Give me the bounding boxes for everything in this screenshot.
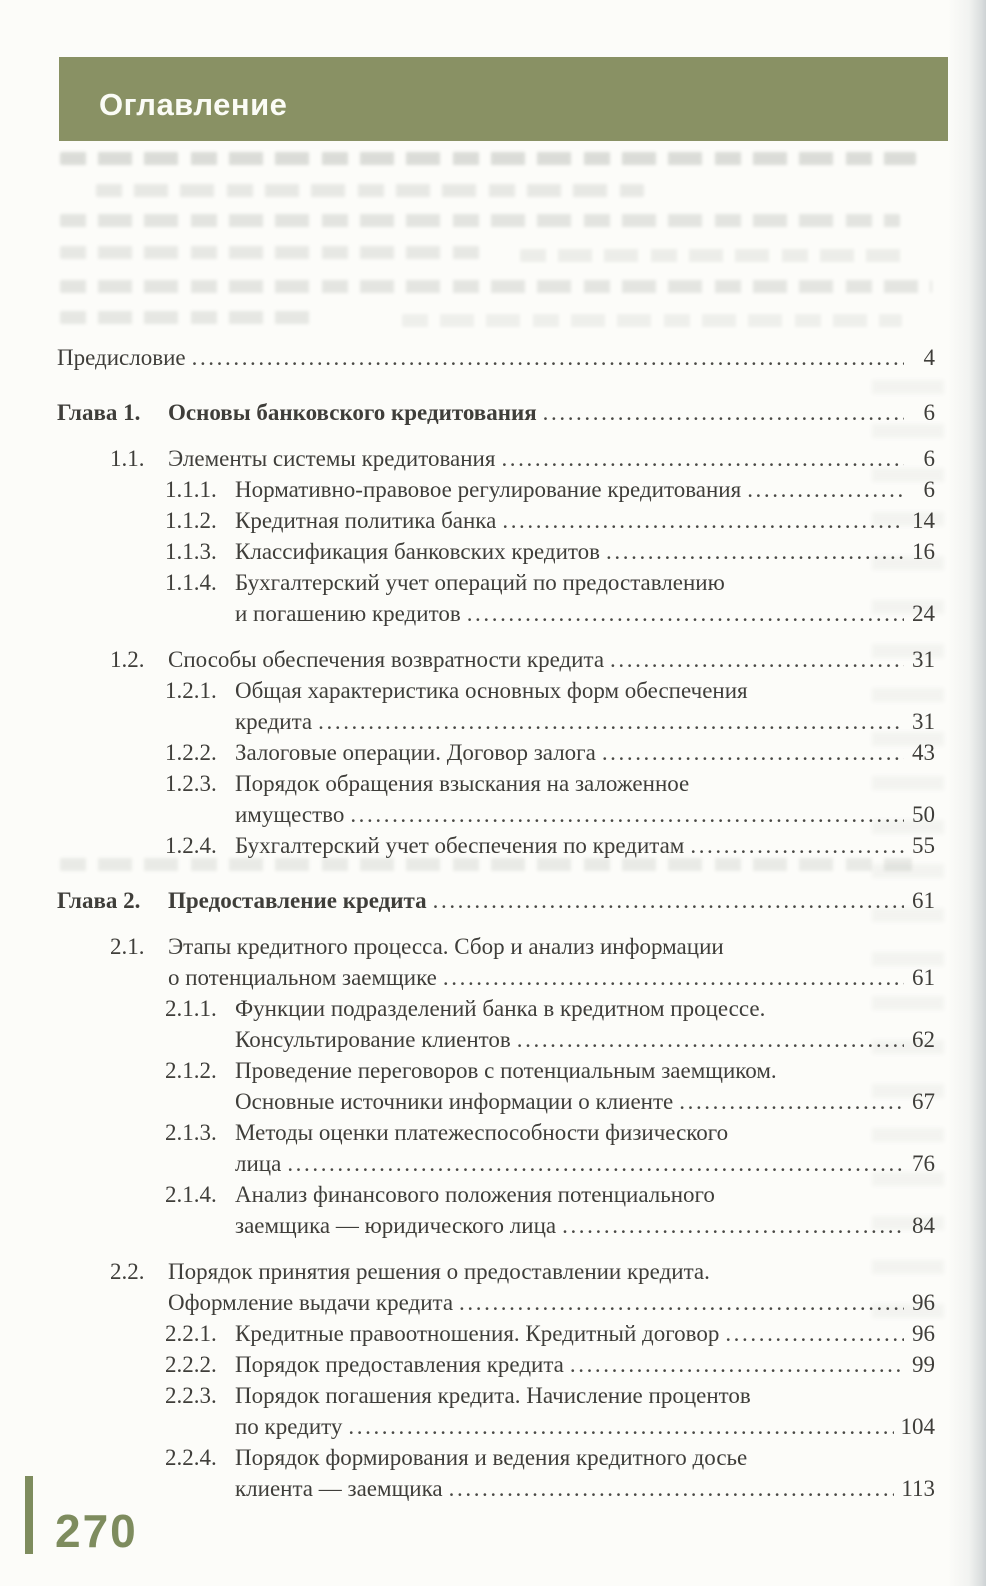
toc-entry-title: Порядок погашения кредита. Начисление процентов: [235, 1383, 751, 1408]
toc-line: [235, 1210, 935, 1241]
toc-page-number: 50: [912, 802, 935, 827]
toc-leader-dots: [459, 1287, 904, 1318]
toc-page-number: 6: [923, 446, 935, 471]
toc-entry-number: 1.1.2.: [165, 508, 217, 533]
toc-line: [235, 1473, 935, 1504]
toc-entry: [57, 1442, 935, 1504]
page-number: 270: [55, 1505, 138, 1557]
bleedthrough-line: [520, 249, 910, 262]
toc-entry-number: 2.2.3.: [165, 1383, 217, 1408]
toc-line: [235, 1411, 935, 1442]
toc-entry-title: Классификация банковских кредитов: [235, 539, 601, 564]
footer-accent-bar: [25, 1476, 33, 1554]
toc-leader-dots: [318, 706, 904, 737]
toc-leader-dots: [501, 443, 904, 474]
toc-entry: [57, 567, 935, 629]
toc-entry-title: Кредитная политика банка: [235, 508, 497, 533]
toc-line: [235, 993, 935, 1024]
toc-entry-title: кредита: [235, 709, 313, 734]
toc-entry-number: 2.2.4.: [165, 1445, 217, 1470]
toc-leader-dots: [287, 1148, 904, 1179]
toc-entry-title: о потенциальном заемщике: [168, 965, 437, 990]
toc-line: [168, 443, 935, 474]
toc-page-number: 62: [912, 1027, 935, 1052]
toc-leader-dots: [502, 505, 904, 536]
toc-line: [235, 706, 935, 737]
page-title: Оглавление: [99, 87, 288, 122]
toc-leader-dots: [467, 598, 904, 629]
toc-entry: [57, 768, 935, 830]
bleedthrough-line: [96, 184, 644, 197]
toc-entry-number: 2.1.1.: [165, 996, 217, 1021]
toc-entry-title: и погашению кредитов: [235, 601, 461, 626]
toc-line: [235, 830, 935, 861]
toc-line: [235, 598, 935, 629]
toc-entry-number: 2.1.2.: [165, 1058, 217, 1083]
toc-entry-number: 2.1.3.: [165, 1120, 217, 1145]
toc-line: [235, 1024, 935, 1055]
toc-line: [235, 567, 935, 598]
toc-entry: [57, 443, 935, 474]
toc-leader-dots: [348, 1411, 893, 1442]
toc-entry-number: 1.1.3.: [165, 539, 217, 564]
toc-entry: [57, 1179, 935, 1241]
toc-leader-dots: [517, 1024, 904, 1055]
bleedthrough-line: [60, 280, 932, 293]
toc-page-number: 99: [912, 1352, 935, 1377]
toc-entry-number: 2.2.: [110, 1259, 145, 1284]
toc-entry-title: Элементы системы кредитования: [168, 446, 496, 471]
toc-entry-title: лица: [235, 1151, 282, 1176]
toc-entry: [57, 675, 935, 737]
toc-entry-title: Анализ финансового положения потенциального: [235, 1182, 715, 1207]
toc-entry-title: Общая характеристика основных форм обеспечения: [235, 678, 748, 703]
toc-entry-number: Глава 2.: [57, 888, 141, 913]
page-edge-shadow: [948, 0, 986, 1586]
toc-leader-dots: [747, 474, 904, 505]
toc-entry: [57, 885, 935, 916]
toc-leader-dots: [562, 1210, 904, 1241]
toc-entry: [57, 1117, 935, 1179]
toc-page-number: 61: [912, 965, 935, 990]
toc-entry: [57, 830, 935, 861]
toc-page-number: 43: [912, 740, 935, 765]
toc-leader-dots: [610, 644, 904, 675]
toc-entry-number: 1.2.3.: [165, 771, 217, 796]
toc-leader-dots: [192, 342, 904, 373]
toc-line: [235, 1442, 935, 1473]
toc-entry-number: 2.2.1.: [165, 1321, 217, 1346]
toc-leader-dots: [690, 830, 904, 861]
toc-line: [168, 885, 935, 916]
toc-entry-title: Функции подразделений банка в кредитном процессе.: [235, 996, 766, 1021]
toc-page-number: 113: [901, 1476, 935, 1501]
toc-entry-number: Глава 1.: [57, 400, 141, 425]
bleedthrough-line: [60, 214, 900, 227]
toc-line: [235, 1086, 935, 1117]
toc-entry-title: заемщика — юридического лица: [235, 1213, 557, 1238]
toc-entry-title: Порядок принятия решения о предоставлении кредита.: [168, 1259, 710, 1284]
toc-entry-title: по кредиту: [235, 1414, 343, 1439]
toc-entry: [57, 1055, 935, 1117]
toc-line: [235, 768, 935, 799]
toc-line: [168, 397, 935, 428]
toc-line: [168, 1256, 935, 1287]
toc-page-number: 61: [912, 888, 935, 913]
toc-entry-title: Порядок предоставления кредита: [235, 1352, 564, 1377]
toc-line: [235, 1318, 935, 1349]
toc-entry-number: 1.1.: [110, 446, 145, 471]
toc-entry-title: Основные источники информации о клиенте: [235, 1089, 674, 1114]
toc-line: [235, 474, 935, 505]
toc-entry-number: 2.1.: [110, 934, 145, 959]
toc-entry: [57, 1380, 935, 1442]
toc-entry-title: Бухгалтерский учет обеспечения по кредитам: [235, 833, 685, 858]
toc-entry-title: Проведение переговоров с потенциальным заемщиком.: [235, 1058, 777, 1083]
toc-leader-dots: [570, 1349, 904, 1380]
toc-leader-dots: [679, 1086, 904, 1117]
chapter-header-bar: [59, 57, 948, 141]
toc-leader-dots: [350, 799, 904, 830]
toc-line: [235, 1055, 935, 1086]
toc-line: [168, 962, 935, 993]
toc-entry-number: 1.1.1.: [165, 477, 217, 502]
toc-entry-title: Консультирование клиентов: [235, 1027, 511, 1052]
toc-line: [168, 644, 935, 675]
toc-entry: [57, 505, 935, 536]
toc-entry-title: Порядок формирования и ведения кредитного досье: [235, 1445, 748, 1470]
toc-page-number: 6: [923, 477, 935, 502]
bleedthrough-line: [402, 314, 902, 327]
toc-leader-dots: [443, 962, 904, 993]
toc-line: [57, 342, 935, 373]
toc-entry: [57, 397, 935, 428]
toc-entry: [57, 1318, 935, 1349]
toc-entry: [57, 1256, 935, 1318]
toc-entry-title: Нормативно-правовое регулирование кредитования: [235, 477, 742, 502]
toc-line: [235, 675, 935, 706]
toc-entry-title: Порядок обращения взыскания на заложенное: [235, 771, 690, 796]
toc-entry-title: клиента — заемщика: [235, 1476, 443, 1501]
toc-entry: [57, 1349, 935, 1380]
toc-page-number: 24: [912, 601, 935, 626]
toc-leader-dots: [449, 1473, 895, 1504]
toc-leader-dots: [602, 737, 904, 768]
toc-line: [235, 536, 935, 567]
toc-page-number: 4: [923, 345, 935, 370]
toc-entry: [57, 644, 935, 675]
toc-entry: [57, 342, 935, 373]
toc-page-number: 16: [912, 539, 935, 564]
bleedthrough-line: [60, 311, 310, 324]
toc-entry: [57, 931, 935, 993]
toc-leader-dots: [606, 536, 904, 567]
toc-leader-dots: [725, 1318, 904, 1349]
toc-entry-number: 1.2.2.: [165, 740, 217, 765]
toc-entry-number: 1.2.: [110, 647, 145, 672]
toc-entry: [57, 993, 935, 1055]
toc-page-number: 96: [912, 1321, 935, 1346]
toc-entry-number: 2.2.2.: [165, 1352, 217, 1377]
toc-page-number: 55: [912, 833, 935, 858]
toc-line: [235, 1179, 935, 1210]
toc-entry: [57, 536, 935, 567]
toc-page-number: 76: [912, 1151, 935, 1176]
toc-page-number: 84: [912, 1213, 935, 1238]
toc-entry-title: имущество: [235, 802, 345, 827]
toc-entry-title: Бухгалтерский учет операций по предоставлению: [235, 570, 725, 595]
table-of-contents: [57, 342, 935, 1504]
toc-entry-title: Залоговые операции. Договор залога: [235, 740, 596, 765]
toc-page-number: 96: [912, 1290, 935, 1315]
toc-line: [168, 931, 935, 962]
toc-page-number: 31: [912, 709, 935, 734]
toc-entry-number: 1.2.1.: [165, 678, 217, 703]
toc-entry-title: Кредитные правоотношения. Кредитный договор: [235, 1321, 720, 1346]
toc-line: [235, 737, 935, 768]
toc-entry-title: Предоставление кредита: [168, 888, 427, 913]
toc-entry-title: Основы банковского кредитования: [168, 400, 537, 425]
toc-leader-dots: [433, 885, 904, 916]
toc-leader-dots: [543, 397, 904, 428]
toc-entry-title: Предисловие: [57, 345, 186, 370]
toc-line: [235, 799, 935, 830]
toc-entry: [57, 474, 935, 505]
toc-page-number: 31: [912, 647, 935, 672]
toc-line: [235, 1148, 935, 1179]
bleedthrough-line: [60, 246, 480, 259]
toc-entry: [57, 737, 935, 768]
toc-entry-title: Способы обеспечения возвратности кредита: [168, 647, 605, 672]
toc-entry-number: 1.2.4.: [165, 833, 217, 858]
toc-line: [235, 1117, 935, 1148]
toc-entry-number: 1.1.4.: [165, 570, 217, 595]
toc-entry-title: Методы оценки платежеспособности физического: [235, 1120, 729, 1145]
bleedthrough-line: [60, 152, 916, 165]
toc-line: [235, 1380, 935, 1411]
toc-line: [168, 1287, 935, 1318]
toc-entry-number: 2.1.4.: [165, 1182, 217, 1207]
toc-line: [235, 1349, 935, 1380]
toc-page-number: 14: [912, 508, 935, 533]
toc-page-number: 67: [912, 1089, 935, 1114]
toc-line: [235, 505, 935, 536]
toc-entry-title: Этапы кредитного процесса. Сбор и анализ информации: [168, 934, 724, 959]
toc-entry-title: Оформление выдачи кредита: [168, 1290, 454, 1315]
toc-page-number: 104: [900, 1414, 935, 1439]
toc-page-number: 6: [923, 400, 935, 425]
